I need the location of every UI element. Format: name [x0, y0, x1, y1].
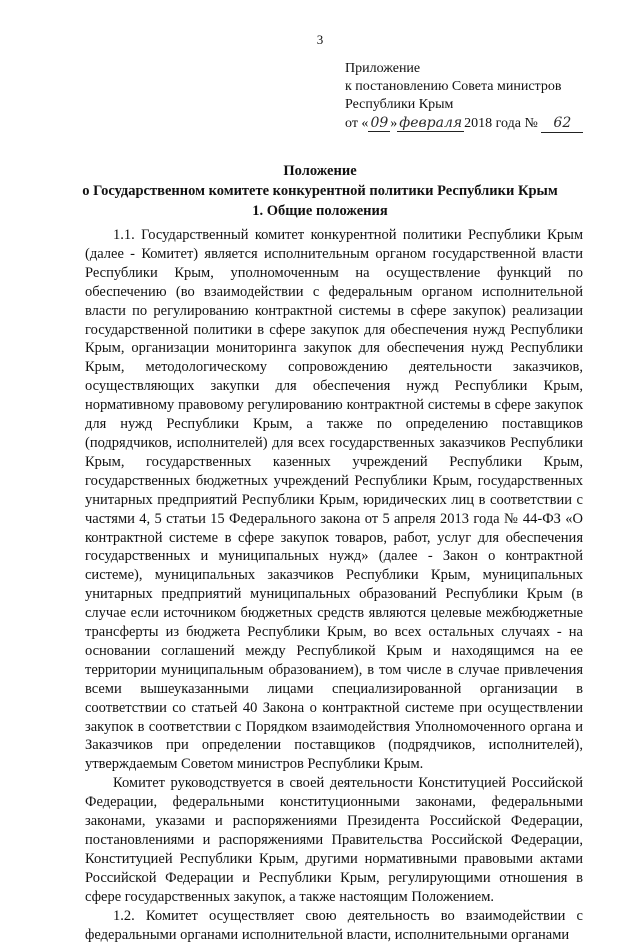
date-month-handwritten: февраля — [399, 115, 463, 131]
appendix-resolution: к постановлению Совета министров — [345, 79, 562, 94]
date-year: 2018 года № — [464, 116, 538, 131]
appendix-republic: Республики Крым — [345, 97, 454, 112]
appendix-date-line — [345, 114, 583, 133]
appendix-block — [345, 60, 583, 133]
date-day-handwritten: 09 — [370, 115, 389, 131]
paragraph-1-1: 1.1. Государственный комитет конкурентной политики Республики Крым (далее - Комитет) является исполнительным органом государственной власти Республики Крым, уполномоченным на осуществление функций по обеспечению (во взаимодействии с федеральным органом исполнительной власти по регулированию контрактной системы в сфере закупок) реализации государственной политики в сфере закупок для обеспечения нужд Республики Крым, организации мониторинга закупок для обеспечения нужд Республики Крым, методологическому сопровождению деятельности заказчиков, осуществляющих закупки для обеспечения нужд Республики Крым, нормативному правовому регулированию контрактной системы в сфере закупок для нужд Республики Крым, а также по определению поставщиков (подрядчиков, исполнителей) для всех государственных заказчиков Республики Крым, государственных казенных учреждений Республики Крым, государственных бюджетных учреждений Республики Крым, государственных унитарных предприятий Республики Крым, юридических лиц в соответствии с частями 4, 5 статьи 15 Федерального закона от 5 апреля 2013 года № 44-ФЗ «О контрактной системе в сфере закупок товаров, работ, услуг для обеспечения государственных и муниципальных нужд» (далее - Закон о контрактной системе), муниципальных заказчиков Республики Крым, муниципальных унитарных предприятий муниципальных образований Республики Крым (в случае если источником бюджетных средств являются целевые межбюджетные трансферты из бюджета Республики Крым, во всех остальных случаях - на основании соглашений между Республикой Крым и находящимся на ее территории муниципальным образованием), в том числе в случае привлечения всеми вышеуказанными лицами специализированной организации в соответствии со статьей 40 Закона о контрактной системе при осуществлении закупок в соответствии с Порядком взаимодействия Уполномоченного органа и Заказчиков при определении поставщиков (подрядчиков, исполнителей), утверждаемым Советом министров Республики Крым. — [85, 227, 583, 773]
appendix-title: Приложение — [345, 61, 421, 76]
paragraph-guidance: Комитет руководствуется в своей деятельности Конституцией Российской Федерации, федеральными конституционными законами, федеральными законами, указами и распоряжениями Президента Российской Федерации, постановлениями и распоряжениями Правительства Российской Федерации, Конституцией Республики Крым, другими нормативными правовыми актами Российской Федерации и Республики Крым, регулирующими отношения в сфере государственных закупок, а также настоящим Положением. — [85, 775, 583, 905]
section-heading: 1. Общие положения — [252, 203, 388, 219]
document-body — [85, 226, 583, 944]
date-close-quote: » — [390, 116, 398, 131]
page-number: 3 — [316, 32, 324, 47]
resolution-number-handwritten: 62 — [541, 114, 583, 133]
paragraph-1-2: 1.2. Комитет осуществляет свою деятельность во взаимодействии с федеральными органами исполнительной власти, исполнительными органами — [85, 907, 583, 943]
title-line-committee: о Государственном комитете конкурентной политики Республики Крым — [82, 183, 558, 199]
document-title — [0, 161, 640, 221]
title-line-polozhenie: Положение — [283, 163, 357, 179]
date-prefix: от « — [345, 116, 369, 131]
